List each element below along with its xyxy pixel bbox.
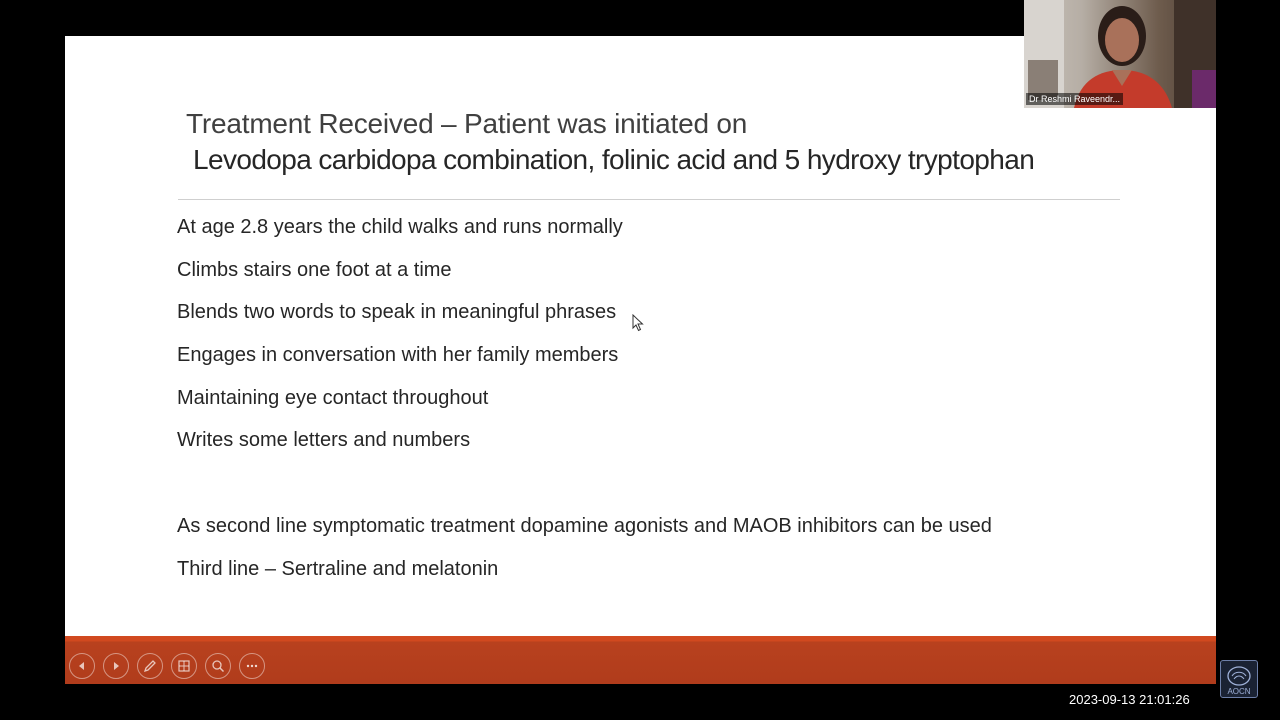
bullet-item: Blends two words to speak in meaningful phrases bbox=[177, 301, 617, 324]
zoom-icon bbox=[211, 659, 225, 673]
previous-icon bbox=[76, 660, 88, 672]
mouse-pointer-icon bbox=[632, 314, 644, 332]
slide-title-line-1: Treatment Received – Patient was initiated on bbox=[186, 108, 748, 139]
zoom-button[interactable] bbox=[205, 653, 231, 679]
bullet-item: Engages in conversation with her family members bbox=[177, 344, 619, 367]
more-options-button[interactable] bbox=[239, 653, 265, 679]
bullet-list-secondary bbox=[177, 511, 992, 596]
bullet-list bbox=[177, 212, 623, 468]
next-icon bbox=[110, 660, 122, 672]
bullet-item: Writes some letters and numbers bbox=[177, 429, 471, 452]
pen-icon bbox=[143, 659, 157, 673]
participant-name: Dr Reshmi Raveendr... bbox=[1026, 93, 1123, 105]
slide-title-line-2: Levodopa carbidopa combination, folinic acid and 5 hydroxy tryptophan bbox=[193, 144, 1035, 175]
recording-timestamp: 2023-09-13 21:01:26 bbox=[1069, 692, 1190, 707]
bullet-item: At age 2.8 years the child walks and runs normally bbox=[177, 216, 623, 238]
next-slide-button[interactable] bbox=[103, 653, 129, 679]
more-icon bbox=[245, 659, 259, 673]
participant-video-tile[interactable] bbox=[1024, 0, 1216, 108]
presenter-toolbar bbox=[65, 636, 1216, 684]
bullet-item: Climbs stairs one foot at a time bbox=[177, 258, 452, 281]
aocn-logo bbox=[1220, 660, 1258, 698]
brain-logo-icon bbox=[1221, 661, 1257, 697]
bullet-item: As second line symptomatic treatment dopamine agonists and MAOB inhibitors can be used bbox=[177, 515, 992, 537]
previous-slide-button[interactable] bbox=[69, 653, 95, 679]
svg-text:AOCN: AOCN bbox=[1227, 687, 1251, 696]
slide-controls bbox=[69, 653, 265, 679]
see-all-slides-button[interactable] bbox=[171, 653, 197, 679]
participant-avatar bbox=[1024, 0, 1216, 108]
title-divider bbox=[178, 199, 1120, 200]
slides-grid-icon bbox=[177, 659, 191, 673]
bullet-item: Maintaining eye contact throughout bbox=[177, 386, 489, 409]
pen-button[interactable] bbox=[137, 653, 163, 679]
presentation-slide bbox=[65, 36, 1216, 636]
bullet-item: Third line – Sertraline and melatonin bbox=[177, 557, 499, 580]
